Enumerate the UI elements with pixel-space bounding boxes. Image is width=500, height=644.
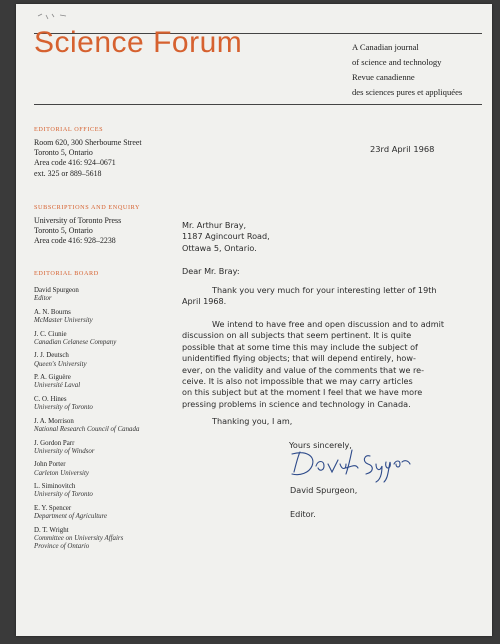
board-member-name: C. O. Hines xyxy=(34,395,67,403)
masthead-bottom-rule xyxy=(34,104,482,105)
board-member-name: L. Siminovitch xyxy=(34,483,76,491)
board-member-title: Committee on University Affairs xyxy=(34,534,124,542)
editorial-offices-label: EDITORIAL OFFICES xyxy=(34,126,104,133)
board-member xyxy=(34,352,184,368)
journal-description-line: des sciences pures et appliquées xyxy=(352,87,463,97)
board-member-title: Editor xyxy=(34,295,52,303)
board-member-title: Université Laval xyxy=(34,382,81,390)
paragraph-line: Thank you very much for your interesting letter of 19th xyxy=(212,285,437,295)
board-member-title-continued: Province of Ontario xyxy=(34,543,90,551)
recipient-address xyxy=(182,220,270,254)
board-member xyxy=(34,331,184,347)
signer-title: Editor. xyxy=(290,509,316,519)
board-member xyxy=(34,287,184,303)
editorial-offices-address xyxy=(34,138,142,179)
corner-stamp-mark xyxy=(36,12,76,26)
address-line: Toronto 5, Ontario xyxy=(34,226,93,236)
board-member-name: J. A. Morrison xyxy=(34,417,74,425)
subscriptions-address xyxy=(34,216,121,247)
board-member-name: David Spurgeon xyxy=(34,287,79,294)
subscriptions-label: SUBSCRIPTIONS AND ENQUIRY xyxy=(34,204,141,211)
recipient-address-line: Ottawa 5, Ontario. xyxy=(182,242,257,253)
board-member-title: Department of Agriculture xyxy=(34,513,108,521)
address-line: University of Toronto Press xyxy=(34,216,122,225)
board-member xyxy=(34,309,184,325)
board-member-name: P. A. Giguère xyxy=(34,374,71,382)
board-member-name: E. Y. Spencer xyxy=(34,504,72,512)
masthead-title: Science Forum xyxy=(34,26,243,59)
board-member xyxy=(34,505,184,521)
address-line: ext. 325 or 889–5618 xyxy=(34,168,102,178)
address-line: Area code 416: 924–0671 xyxy=(34,158,116,168)
letter-sheet xyxy=(16,4,492,636)
paragraph-2 xyxy=(182,319,460,410)
letter-date: 23rd April 1968 xyxy=(370,144,435,154)
signer-name: David Spurgeon, xyxy=(290,485,358,495)
paragraph-line: ceive. It is also not impossible that we may carry articles xyxy=(182,376,413,387)
board-member xyxy=(34,418,184,434)
paragraph-line: We intend to have free and open discussion and to admit xyxy=(212,319,445,329)
board-member-title: University of Windsor xyxy=(34,447,95,455)
editorial-board-label: EDITORIAL BOARD xyxy=(34,270,99,277)
address-line: Room 620, 300 Sherbourne Street xyxy=(34,138,142,147)
address-line: Area code 416: 928–2238 xyxy=(34,236,116,246)
paragraph-line: unidentified flying objects; that will depend entirely, how- xyxy=(182,353,416,364)
paragraph-line: on this subject but at the moment I feel that we have more xyxy=(182,387,423,398)
salutation: Dear Mr. Bray: xyxy=(182,266,240,276)
board-member-title: McMaster University xyxy=(34,317,93,324)
paragraph-line: possible that at some time this may include the subject of xyxy=(182,341,418,352)
paragraph-line: pressing problems in science and technology in Canada. xyxy=(182,398,411,409)
board-member xyxy=(34,527,184,552)
board-member xyxy=(34,440,184,456)
handwritten-signature xyxy=(282,442,412,484)
board-member-title: University of Toronto xyxy=(34,404,93,412)
paragraph-1 xyxy=(182,285,452,308)
journal-description-line: of science and technology xyxy=(352,57,442,67)
board-member-name: D. T. Wright xyxy=(34,526,69,534)
board-member xyxy=(34,396,184,412)
closing-line: Yours sincerely, xyxy=(289,440,352,450)
address-line: Toronto 5, Ontario xyxy=(34,148,93,158)
recipient-address-line: Mr. Arthur Bray, xyxy=(182,220,247,230)
board-member-name: J. Gordon Parr xyxy=(34,439,75,447)
board-member-name: A. N. Bourns xyxy=(34,308,71,316)
board-member xyxy=(34,483,184,499)
board-member-title: National Research Council of Canada xyxy=(34,425,140,433)
board-member-title: University of Toronto xyxy=(34,491,93,499)
board-member-name: J. C. Ciunie xyxy=(34,330,67,338)
paragraph-line: discussion on all subjects that seem pertinent. It is quite xyxy=(182,330,412,341)
paragraph-line: April 1968. xyxy=(182,296,227,307)
board-member-name: J. J. Deutsch xyxy=(34,352,69,360)
thanks-line: Thanking you, I am, xyxy=(212,416,293,426)
board-member xyxy=(34,461,184,477)
journal-description-line: A Canadian journal xyxy=(352,42,419,52)
recipient-address-line: 1187 Agincourt Road, xyxy=(182,231,270,242)
board-member-name: John Porter xyxy=(34,461,66,469)
paragraph-line: ever, on the validity and value of the comments that we re- xyxy=(182,364,425,375)
board-member-title: Queen's University xyxy=(34,360,87,368)
board-member-title: Carleton University xyxy=(34,469,89,477)
board-member-title: Canadian Celanese Company xyxy=(34,338,117,346)
journal-description xyxy=(352,40,462,100)
journal-description-line: Revue canadienne xyxy=(352,72,415,82)
board-member xyxy=(34,374,184,390)
editorial-board-list xyxy=(34,287,184,557)
